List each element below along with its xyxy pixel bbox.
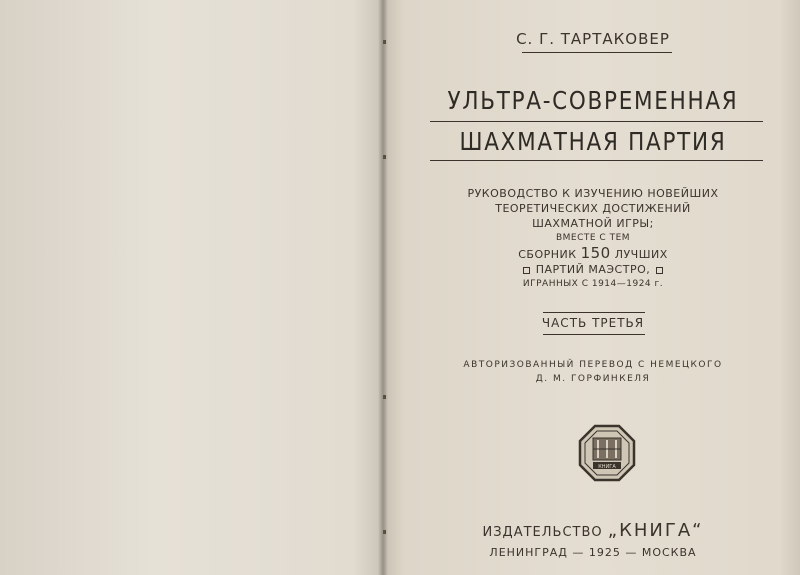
subtitle-line (408, 262, 778, 277)
subtitle-line: РУКОВОДСТВО К ИЗУЧЕНИЮ НОВЕЙШИХ (467, 187, 719, 200)
translation-line: АВТОРИЗОВАННЫЙ ПЕРЕВОД С НЕМЕЦКОГО (463, 360, 723, 370)
publisher-emblem-icon (578, 424, 636, 482)
subtitle-line (408, 246, 778, 262)
title-line-1: УЛЬТРА-СОВРЕМЕННАЯ (447, 86, 739, 115)
binding-stitch (383, 395, 386, 399)
subtitle-line: ТЕОРЕТИЧЕСКИХ ДОСТИЖЕНИЙ (495, 202, 691, 215)
square-ornament-icon (656, 267, 663, 274)
translation-credit (408, 358, 778, 386)
binding-stitch (383, 155, 386, 159)
publisher-prefix: ИЗДАТЕЛЬСТВО (482, 525, 608, 540)
part-rule (543, 312, 645, 313)
binding-stitch (383, 530, 386, 534)
games-count: 150 (580, 244, 611, 262)
part-label: ЧАСТЬ ТРЕТЬЯ (541, 316, 645, 330)
subtitle-text: ПАРТИЙ МАЭСТРО, (535, 263, 651, 276)
part-rule (543, 334, 645, 335)
subtitle-block (408, 186, 778, 292)
title-rule (430, 121, 763, 122)
subtitle-line: ШАХМАТНОЙ ИГРЫ; (532, 217, 654, 230)
imprint-line: ЛЕНИНГРАД — 1925 — МОСКВА (489, 546, 697, 559)
title-rule (430, 160, 763, 161)
translator-name: Д. М. ГОРФИНКЕЛЯ (535, 374, 651, 384)
book-gutter (378, 0, 388, 575)
subtitle-line: ИГРАННЫХ С 1914—1924 г. (522, 279, 664, 289)
author-name: С. Г. ТАРТАКОВЕР (516, 30, 670, 48)
binding-stitch (383, 40, 386, 44)
emblem-text: КНИГА (598, 464, 616, 470)
publisher-name: „КНИГА“ (607, 520, 704, 541)
author-underline (522, 52, 672, 53)
publisher-line (408, 520, 778, 541)
subtitle-text: СБОРНИК (518, 248, 581, 261)
subtitle-text: ЛУЧШИХ (610, 248, 668, 261)
title-line-2: ШАХМАТНАЯ ПАРТИЯ (459, 127, 727, 156)
left-blank-page (0, 0, 384, 575)
square-ornament-icon (523, 267, 530, 274)
subtitle-line: ВМЕСТЕ С ТЕМ (555, 233, 631, 243)
